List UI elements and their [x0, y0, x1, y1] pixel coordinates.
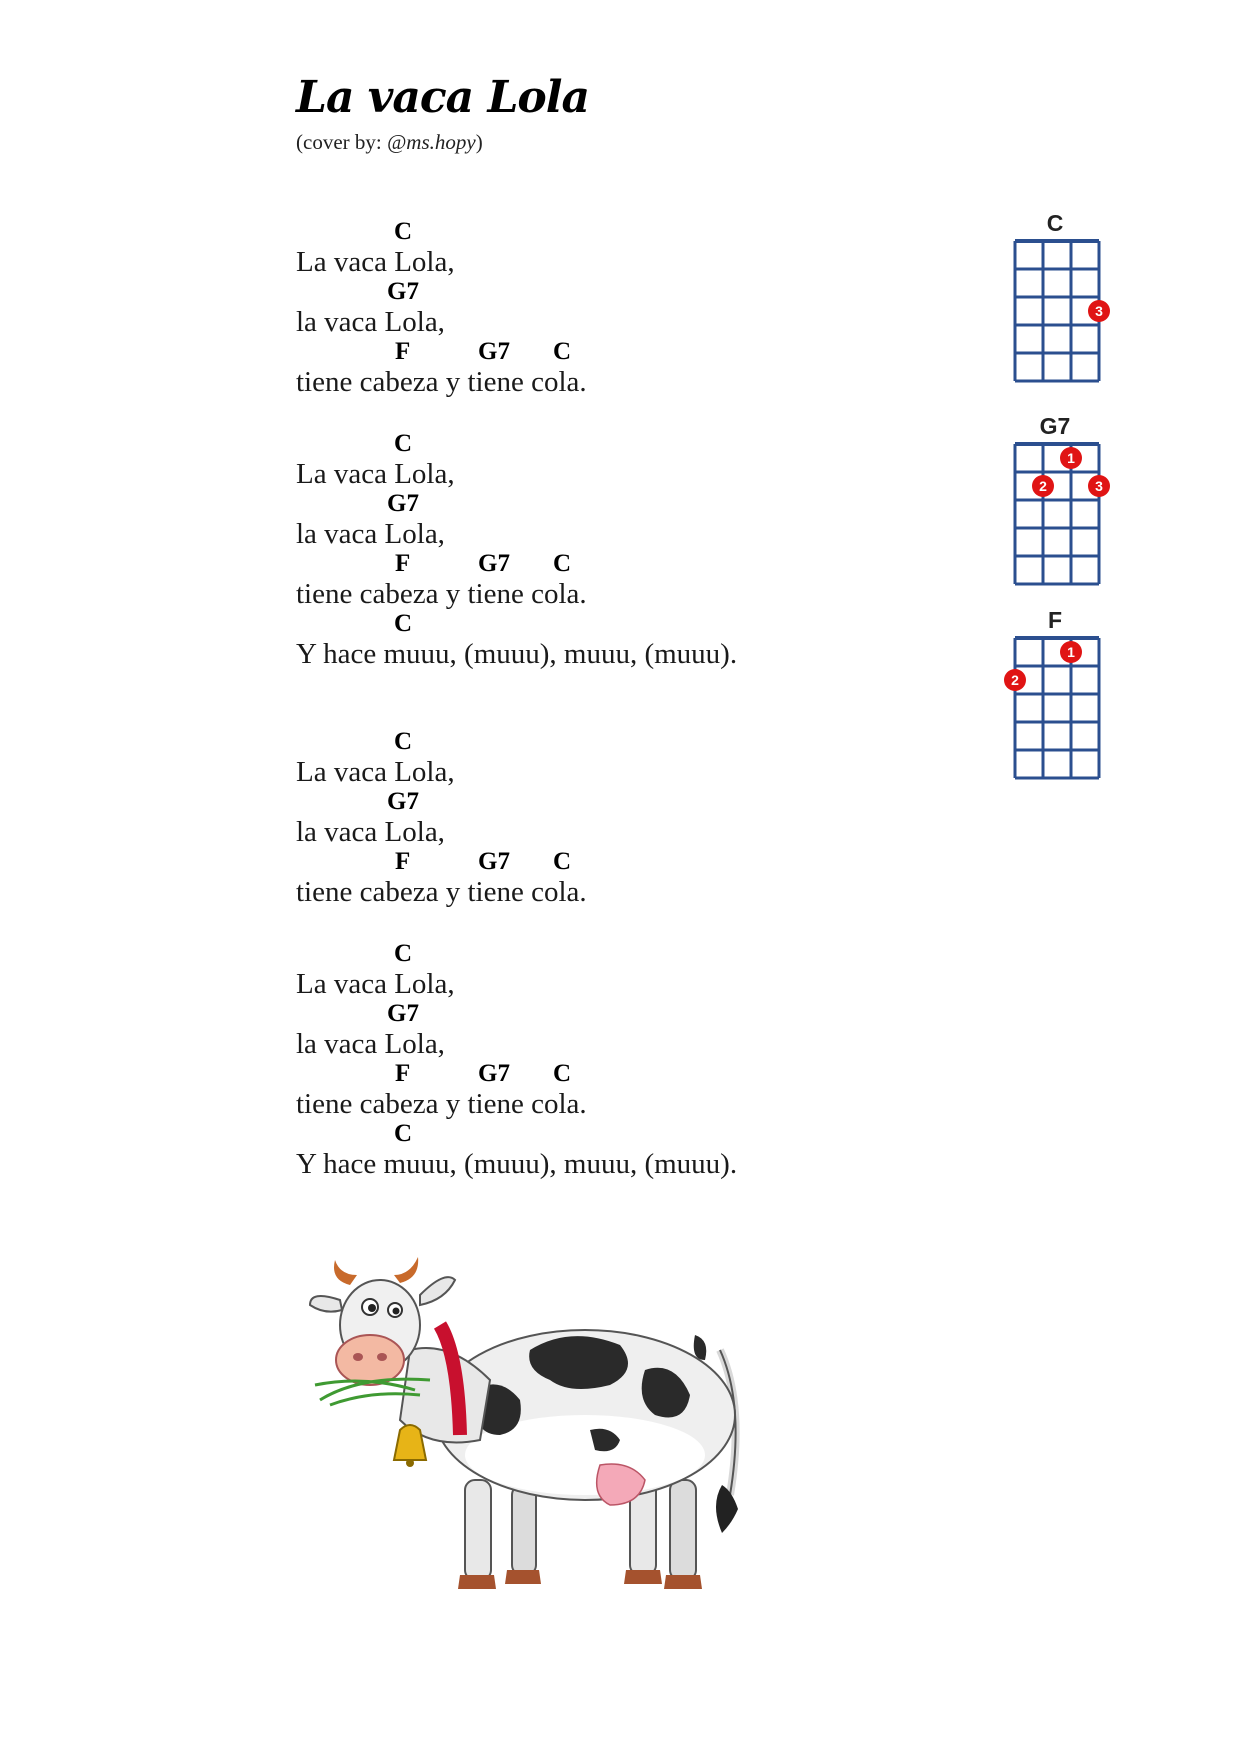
- lyric-line: [0, 338, 900, 398]
- lyric-text: la vaca Lola,: [296, 1028, 445, 1060]
- chord-label: C: [394, 728, 413, 755]
- fretboard-grid: [1000, 439, 1110, 589]
- chord-label: C: [553, 550, 572, 577]
- finger-number: 2: [1039, 478, 1047, 494]
- lyric-line: [0, 550, 900, 610]
- chord-label: F: [395, 338, 411, 365]
- lyric-text: tiene cabeza y tiene cola.: [296, 578, 587, 610]
- cow-illustration: [300, 1255, 820, 1619]
- lyric-text: la vaca Lola,: [296, 816, 445, 848]
- lyric-text: tiene cabeza y tiene cola.: [296, 876, 587, 908]
- chord-label: C: [553, 848, 572, 875]
- chord-label: G7: [387, 788, 419, 815]
- lyric-line: [0, 430, 900, 490]
- lyric-line: [0, 1060, 900, 1120]
- fretboard-grid: [1000, 633, 1110, 783]
- lyric-text: Y hace muuu, (muuu), muuu, (muuu).: [296, 1148, 738, 1180]
- fretboard-grid: [1000, 236, 1110, 386]
- chord-label: G7: [478, 338, 510, 365]
- lyric-line: [0, 1120, 900, 1180]
- finger-number: 1: [1067, 450, 1075, 466]
- chord-diagram-name: F: [1047, 607, 1063, 633]
- lyric-line: [0, 940, 900, 1000]
- chord-label: C: [394, 218, 413, 245]
- lyric-line: [0, 610, 900, 670]
- lyric-line: [0, 490, 900, 550]
- chord-label: F: [395, 550, 411, 577]
- chord-label: G7: [478, 550, 510, 577]
- lyric-line: [0, 278, 900, 338]
- cover-handle: @ms.hopy: [386, 130, 476, 154]
- chord-label: C: [553, 338, 572, 365]
- chord-label: C: [394, 610, 413, 637]
- chord-label: C: [553, 1060, 572, 1087]
- lyric-text: La vaca Lola,: [296, 756, 455, 788]
- lyric-line: [0, 218, 900, 278]
- finger-number: 1: [1067, 644, 1075, 660]
- chord-label: G7: [387, 490, 419, 517]
- chord-diagram-name: G7: [1039, 413, 1071, 439]
- cover-suffix: ): [475, 130, 483, 154]
- chord-diagram-name: C: [1046, 210, 1064, 236]
- lyric-text: Y hace muuu, (muuu), muuu, (muuu).: [296, 638, 738, 670]
- chord-label: G7: [478, 848, 510, 875]
- lyric-text: tiene cabeza y tiene cola.: [296, 1088, 587, 1120]
- chord-label: C: [394, 1120, 413, 1147]
- lyric-text: La vaca Lola,: [296, 246, 455, 278]
- finger-number: 3: [1095, 478, 1103, 494]
- lyric-text: La vaca Lola,: [296, 458, 455, 490]
- chord-label: G7: [387, 278, 419, 305]
- chord-label: C: [394, 430, 413, 457]
- chord-label: G7: [387, 1000, 419, 1027]
- chord-label: F: [395, 848, 411, 875]
- song-title: La vaca Lola: [296, 72, 589, 123]
- cow-icon: [300, 1255, 820, 1615]
- cover-credit: [296, 130, 483, 155]
- lyric-text: La vaca Lola,: [296, 968, 455, 1000]
- chord-label: C: [394, 940, 413, 967]
- lyric-line: [0, 848, 900, 908]
- lyric-line: [0, 788, 900, 848]
- finger-number: 2: [1011, 672, 1019, 688]
- lyric-text: la vaca Lola,: [296, 518, 445, 550]
- lyric-line: [0, 1000, 900, 1060]
- lyric-line: [0, 728, 900, 788]
- lyric-text: la vaca Lola,: [296, 306, 445, 338]
- finger-number: 3: [1095, 303, 1103, 319]
- chord-label: F: [395, 1060, 411, 1087]
- chord-label: G7: [478, 1060, 510, 1087]
- cover-prefix: (cover by:: [296, 130, 387, 154]
- lyric-text: tiene cabeza y tiene cola.: [296, 366, 587, 398]
